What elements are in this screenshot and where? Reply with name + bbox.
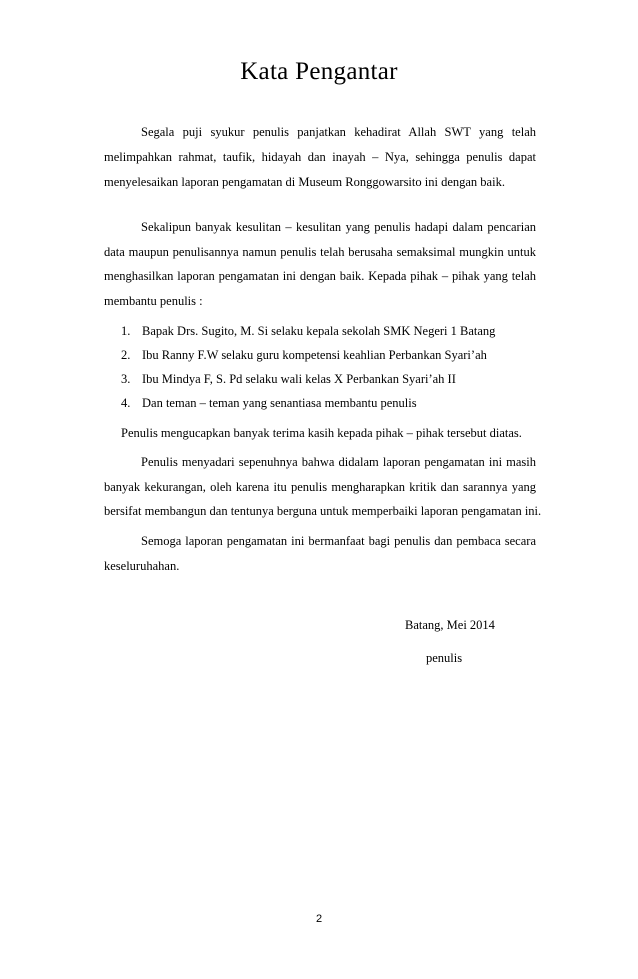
list-item-text: Ibu Ranny F.W selaku guru kompetensi keahlian Perbankan Syari’ah <box>142 348 487 362</box>
paragraph-5-line-2: keseluruhahan. <box>104 559 180 573</box>
list-item <box>121 323 495 339</box>
paragraph-1-line-2: melimpahkan rahmat, taufik, hidayah dan inayah – Nya, sehingga penulis dapat <box>104 150 536 164</box>
closing-place-date: Batang, Mei 2014 <box>405 618 495 632</box>
paragraph-4-line-2: banyak kekurangan, oleh karena itu penulis mengharapkan kritik dan sarannya yang <box>104 480 536 494</box>
list-item-number: 2. <box>121 348 131 362</box>
paragraph-2-line-4: membantu penulis : <box>104 294 203 308</box>
list-item-number: 3. <box>121 372 131 386</box>
paragraph-2-line-3: menghasilkan laporan pengamatan ini dengan baik. Kepada pihak – pihak yang telah <box>104 269 536 283</box>
list-item-text: Ibu Mindya F, S. Pd selaku wali kelas X Perbankan Syari’ah II <box>142 372 456 386</box>
paragraph-2-line-1: Sekalipun banyak kesulitan – kesulitan yang penulis hadapi dalam pencarian <box>141 220 536 234</box>
paragraph-2-line-2: data maupun penulisannya namun penulis telah berusaha semaksimal mungkin untuk <box>104 245 536 259</box>
paragraph-1-line-1: Segala puji syukur penulis panjatkan kehadirat Allah SWT yang telah <box>141 125 536 139</box>
list-item-number: 4. <box>121 396 131 410</box>
paragraph-4-line-1: Penulis menyadari sepenuhnya bahwa didalam laporan pengamatan ini masih <box>141 455 536 469</box>
list-item <box>121 347 487 363</box>
list-item-text: Dan teman – teman yang senantiasa membantu penulis <box>142 396 417 410</box>
list-item <box>121 371 456 387</box>
page-title: Kata Pengantar <box>240 58 398 85</box>
paragraph-3: Penulis mengucapkan banyak terima kasih kepada pihak – pihak tersebut diatas. <box>121 426 522 440</box>
paragraph-1-line-3: menyelesaikan laporan pengamatan di Museum Ronggowarsito ini dengan baik. <box>104 175 505 189</box>
list-item <box>121 395 417 411</box>
signature: penulis <box>426 651 463 665</box>
page-number: 2 <box>315 913 323 925</box>
list-item-number: 1. <box>121 324 131 338</box>
paragraph-5-line-1: Semoga laporan pengamatan ini bermanfaat bagi penulis dan pembaca secara <box>141 534 536 548</box>
paragraph-4-line-3: bersifat membangun dan tentunya berguna untuk memperbaiki laporan pengamatan ini. <box>104 504 542 518</box>
list-item-text: Bapak Drs. Sugito, M. Si selaku kepala sekolah SMK Negeri 1 Batang <box>142 324 496 338</box>
